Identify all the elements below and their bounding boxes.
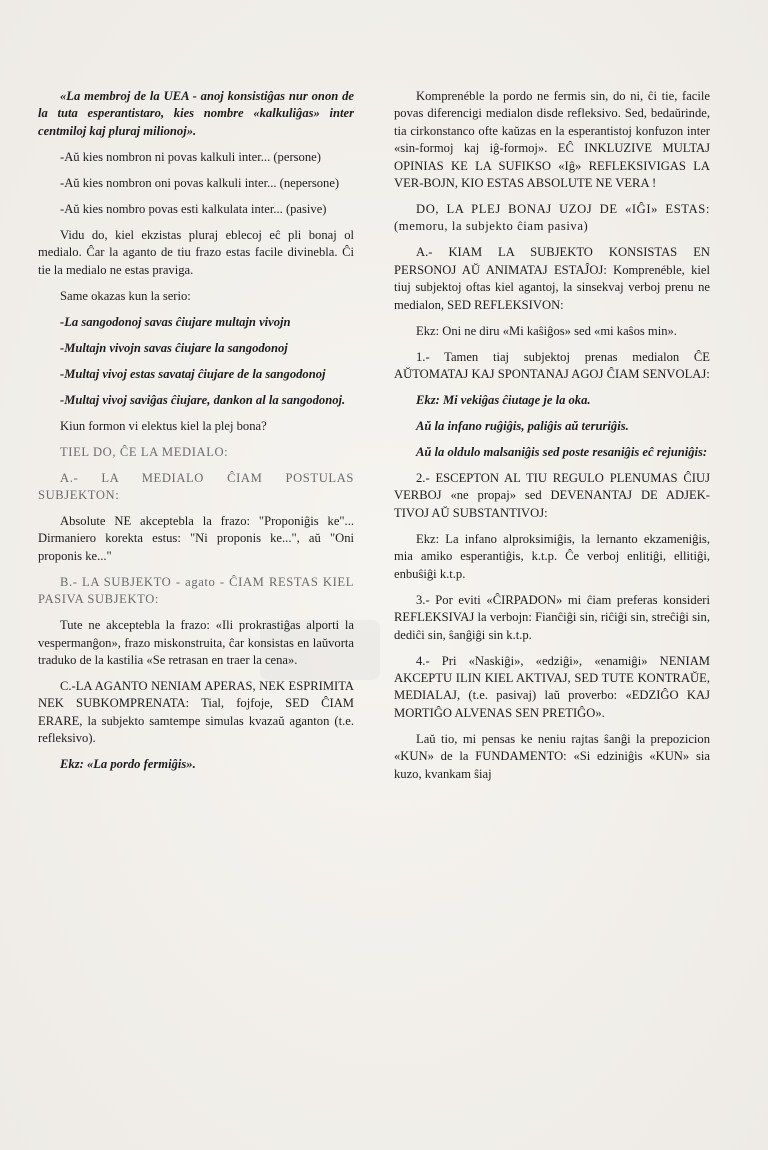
example-line: -Multajn vivojn savas ĉiujare la sangodonoj (60, 340, 288, 355)
paragraph: -Aŭ kies nombron ni povas kalkuli inter... (persone) (60, 149, 321, 164)
rule-heading: A.- LA MEDIALO ĈIAM POSTULAS SUBJEKTON: (38, 470, 354, 503)
example-line: Aŭ la infano ruĝiĝis, paliĝis aŭ teruriĝis. (416, 419, 629, 434)
paragraph: Tute ne akceptebla la frazo: «Ili prokrastiĝas alporti la vespermanĝon», frazo miskonstruita, ĉar konsistas en laŭvorta traduko de la kastilia «Se retrasan en traer la cena». (38, 618, 354, 668)
paragraph: Same okazas kun la serio: (60, 288, 191, 303)
paragraph: 2.- ESCEPTON AL TIU REGULO PLENUMAS ĈIUJ VERBOJ «ne propaj» sed DEVENANTAJ DE ADJEK-TIVOJ AŬ SUBSTANTIVOJ: (394, 471, 710, 520)
example-line: Ekz: Mi vekiĝas ĉiutage je la oka. (416, 393, 591, 408)
example-line: Aŭ la oldulo malsaniĝis sed poste resaniĝis eĉ rejuniĝis: (416, 445, 708, 460)
section-heading: TIEL DO, ĈE LA MEDIALO: (60, 444, 229, 459)
paragraph: 3.- Por eviti «ĈIRPADON» mi ĉiam preferas konsideri REFLEKSIVAJ la verbojn: Fianĉiĝi sin, riĉiĝi sin, streĉiĝi sin, dediĉi sin, ŝanĝiĝi sin k.t.p. (394, 592, 710, 642)
paragraph: Laŭ tio, mi pensas ke neniu rajtas ŝanĝi la prepozicion «KUN» de la FUNDAMENTO: «Si edziniĝis «KUN» sia kuzo, kvankam ŝiaj (394, 731, 710, 781)
example-line: -Multaj vivoj estas savataj ĉiujare de la sangodonoj (60, 366, 326, 381)
right-column (394, 88, 710, 792)
paragraph: C.-LA AGANTO NENIAM APERAS, NEK ESPRIMITA NEK SUBKOMPRENATA: Tial, fojfoje, SED ĈIAM ERARE, la subjekto samtempe simulas kvazaŭ aganton (t.e. refleksivo). (38, 679, 354, 746)
paragraph: -Aŭ kies nombro povas esti kalkulata inter... (pasive) (60, 201, 327, 216)
rule-heading: B.- LA SUBJEKTO - agato - ĈIAM RESTAS KIEL PASIVA SUBJEKTO: (38, 574, 354, 607)
paragraph: 4.- Pri «Naskiĝi», «edziĝi», «enamiĝi» NENIAM AKCEPTU ILIN KIEL AKTIVAJ, SED TUTE KONTRAŬE, MEDIALAJ, (t.e. pasivaj) laŭ proverbo: «EDZIĜO KAJ MORTIĜO ALVENAS SEN PRETIĜO». (394, 653, 710, 720)
paragraph: 1.- Tamen tiaj subjektoj prenas medialon ĈE AŬTOMATAJ KAJ SPONTANAJ AGOJ ĈIAM SENVOLAJ: (394, 349, 710, 382)
paragraph: Komprenéble la pordo ne fermis sin, do ni, ĉi tie, facile povas diferencigi medialon disde refleksivo. Sed, bedaŭrinde, tia cirkonstanco ofte kaŭzas en la esperantistoj konfuzon inter «sin-formoj kaj iĝ-formoj». EĈ INKLUZIVE MULTAJ OPINIAS KE LA SUFIKSO «Iĝ» REFLEKSIVIGAS LA VER-BOJN, KIO ESTAS ABSOLUTE NE VERA ! (394, 89, 710, 191)
paragraph: Absolute NE akceptebla la frazo: "Proponiĝis ke"... Dirmaniero korekta estus: "Ni proponis ke...", aŭ "Oni proponis ke..." (38, 514, 354, 563)
paragraph: Ekz: La infano alproksimiĝis, la lernanto ekzameniĝis, mia amiko esperantiĝis, k.t.p. Ĉe verboj enlitiĝi, ellitiĝi, enbuŝiĝi k.t.p. (394, 531, 710, 581)
example-line: Ekz: Oni ne diru «Mi kaŝiĝos» sed «mi kaŝos min». (416, 323, 677, 338)
section-heading: DO, LA PLEJ BONAJ UZOJ DE «IĜI» ESTAS: (memoru, la subjekto ĉiam pasiva) (394, 202, 710, 234)
quote-paragraph: «La membroj de la UEA - anoj konsistiĝas nur onon de la tuta esperantistaro, kies nombre «kalkuliĝas» inter centmiloj kaj pluraj milionoj». (38, 89, 354, 138)
paragraph: -Aŭ kies nombron oni povas kalkuli inter... (nepersone) (60, 175, 340, 190)
paragraph: Vidu do, kiel ekzistas pluraj eblecoj eĉ pli bonaj ol medialo. Ĉar la aganto de tiu frazo estas facile divinebla. Ĉi tie la medialo ne estas praviga. (38, 227, 354, 277)
left-column (38, 88, 354, 782)
example-line: Ekz: «La pordo fermiĝis». (60, 757, 196, 772)
example-line: -La sangodonoj savas ĉiujare multajn vivojn (60, 314, 291, 329)
paragraph: Kiun formon vi elektus kiel la plej bona? (60, 418, 267, 433)
example-line: -Multaj vivoj saviĝas ĉiujare, dankon al la sangodonoj. (60, 392, 346, 407)
paragraph: A.- KIAM LA SUBJEKTO KONSISTAS EN PERSONOJ AŬ ANIMATAJ ESTAĴOJ: Komprenéble, kiel tiuj subjektoj oftas kiel agantoj, la sinsekvaj verboj prenu ne medialon, SED REFLEKSIVON: (394, 245, 710, 312)
